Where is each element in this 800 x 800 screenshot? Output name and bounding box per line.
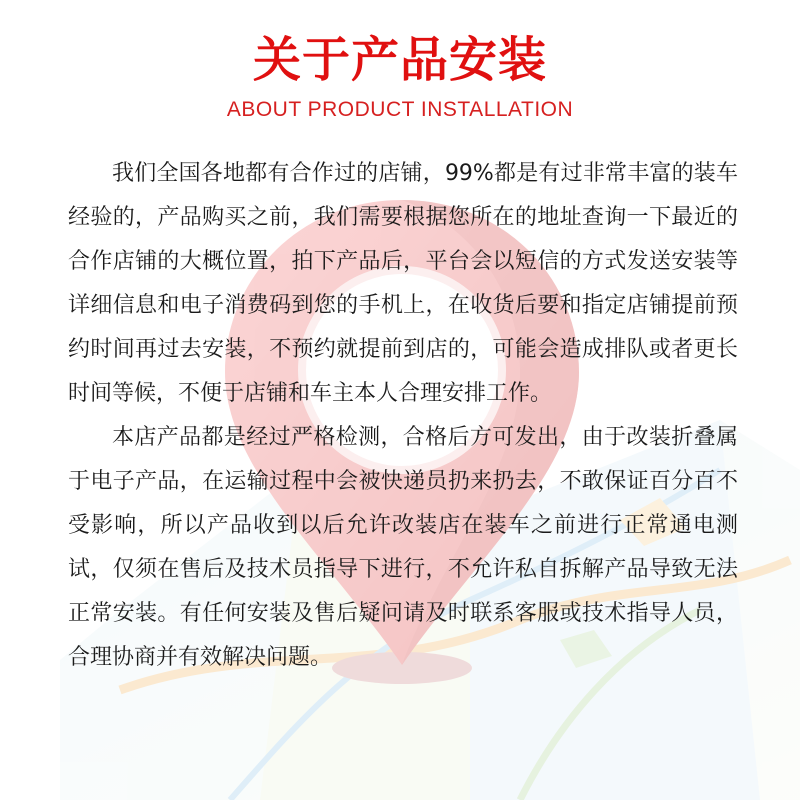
page-subtitle: ABOUT PRODUCT INSTALLATION: [226, 98, 574, 121]
paragraph-product-testing: 本店产品都是经过严格检测，合格后方可发出，由于改装折叠属于电子产品，在运输过程中会被快递员扔来扔去，不敢保证百分百不受影响，所以产品收到以后允许改装店在装车之前进行正常通电测试，仅须在售后及技术员指导下进行，不允许私自拆解产品导致无法正常安装。有任何安装及售后疑问请及时联系客服或技术指导人员，合理协商并有效解决问题。: [68, 425, 738, 670]
installation-description: [68, 152, 738, 680]
page-title: 关于产品安装: [252, 32, 547, 88]
paragraph-store-appointment: 我们全国各地都有合作过的店铺，99%都是有过非常丰富的装车经验的，产品购买之前，我们需要根据您所在的地址查询一下最近的合作店铺的大概位置，拍下产品后，平台会以短信的方式发送安装等详细信息和电子消费码到您的手机上，在收货后要和指定店铺提前预约时间再过去安装，不预约就提前到店的，可能会造成排队或者更长时间等候，不便于店铺和车主本人合理安排工作。: [68, 161, 738, 406]
